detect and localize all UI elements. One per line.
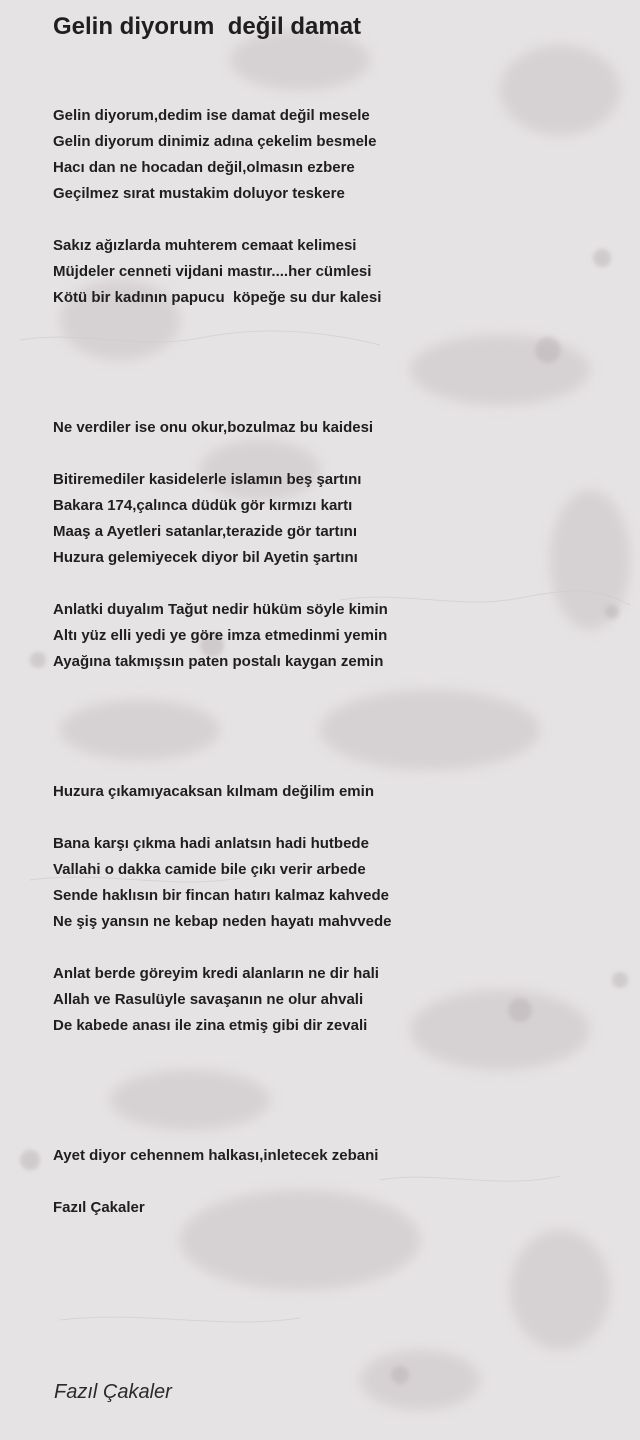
poem-line: Altı yüz elli yedi ye göre imza etmedinmi yemin bbox=[53, 627, 388, 644]
poem-line: Ayet diyor cehennem halkası,inletecek zebani bbox=[53, 1147, 379, 1164]
poem-line: Sakız ağızlarda muhterem cemaat kelimesi bbox=[53, 237, 357, 254]
blank-line bbox=[53, 1065, 613, 1091]
blank-line bbox=[53, 337, 613, 363]
poem-line: Sende haklısın bir fincan hatırı kalmaz kahvede bbox=[53, 887, 389, 904]
poem-line: Fazıl Çakaler bbox=[53, 1199, 145, 1216]
blank-line bbox=[53, 805, 613, 831]
poem-line: Kötü bir kadının papucu köpeğe su dur kalesi bbox=[53, 289, 382, 306]
blank-line bbox=[53, 1117, 613, 1143]
poem-line: Bitiremediler kasidelerle islamın beş şartını bbox=[53, 471, 362, 488]
poem-line: Bana karşı çıkma hadi anlatsın hadi hutbede bbox=[53, 835, 369, 852]
blank-line bbox=[53, 363, 613, 389]
poem-line: Bakara 174,çalınca düdük gör kırmızı kartı bbox=[53, 497, 353, 514]
poem-line: Müjdeler cenneti vijdani mastır....her cümlesi bbox=[53, 263, 372, 280]
poem-body bbox=[53, 103, 613, 1221]
blank-line bbox=[53, 389, 613, 415]
poem-line: Hacı dan ne hocadan değil,olmasın ezbere bbox=[53, 159, 355, 176]
blank-line bbox=[53, 207, 613, 233]
poem-line: Vallahi o dakka camide bile çıkı verir arbede bbox=[53, 861, 366, 878]
poem-line: Anlat berde göreyim kredi alanların ne dir hali bbox=[53, 965, 379, 982]
poem-line: Ne verdiler ise onu okur,bozulmaz bu kaidesi bbox=[53, 419, 374, 436]
poem-line: Huzura çıkamıyacaksan kılmam değilim emin bbox=[53, 783, 374, 800]
poem-line: Huzura gelemiyecek diyor bil Ayetin şartını bbox=[53, 549, 358, 566]
poem-line: Maaş a Ayetleri satanlar,terazide gör tartını bbox=[53, 523, 358, 540]
blank-line bbox=[53, 1039, 613, 1065]
blank-line bbox=[53, 1169, 613, 1195]
poem-line: Ne şiş yansın ne kebap neden hayatı mahvvede bbox=[53, 913, 392, 930]
blank-line bbox=[53, 675, 613, 701]
blank-line bbox=[53, 571, 613, 597]
poem-line: De kabede anası ile zina etmiş gibi dir zevali bbox=[53, 1017, 368, 1034]
poem-line: Allah ve Rasulüyle savaşanın ne olur ahvali bbox=[53, 991, 364, 1008]
blank-line bbox=[53, 753, 613, 779]
blank-line bbox=[53, 1091, 613, 1117]
poem-line: Gelin diyorum dinimiz adına çekelim besmele bbox=[53, 133, 377, 150]
blank-line bbox=[53, 311, 613, 337]
blank-line bbox=[53, 441, 613, 467]
poem-line: Gelin diyorum,dedim ise damat değil mesele bbox=[53, 107, 370, 124]
author-signature: Fazıl Çakaler bbox=[54, 1381, 172, 1403]
poem-line: Ayağına takmışsın paten postalı kaygan zemin bbox=[53, 653, 384, 670]
poem-line: Anlatki duyalım Tağut nedir hüküm söyle kimin bbox=[53, 601, 388, 618]
blank-line bbox=[53, 701, 613, 727]
blank-line bbox=[53, 727, 613, 753]
poem-title: Gelin diyorum değil damat bbox=[53, 13, 362, 40]
blank-line bbox=[53, 935, 613, 961]
poem-line: Geçilmez sırat mustakim doluyor teskere bbox=[53, 185, 345, 202]
